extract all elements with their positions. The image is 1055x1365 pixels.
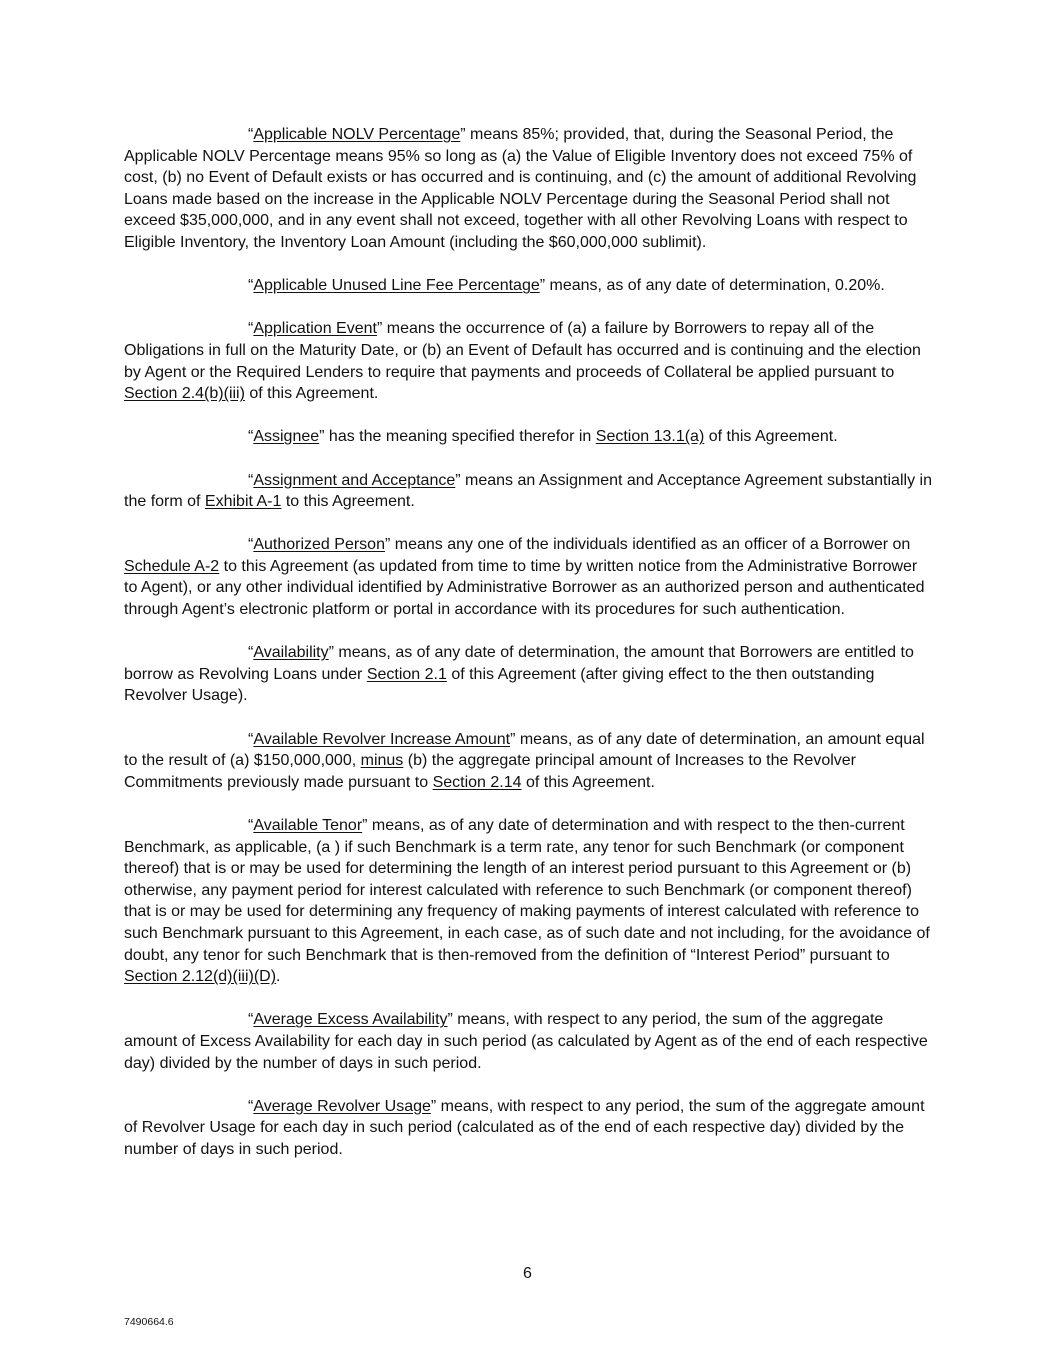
definition-text: “ xyxy=(248,730,254,748)
definition-text: ” means any one of the individuals identified as an officer of a Borrower on xyxy=(384,536,911,554)
emphasis-text: minus xyxy=(360,752,404,770)
definition-text: ” has the meaning specified therefor in xyxy=(319,428,596,446)
document-id: 7490664.6 xyxy=(124,1316,174,1328)
definition-average-revolver-usage xyxy=(124,1096,934,1161)
definition-available-revolver-increase-amount xyxy=(124,729,934,794)
definition-text: to this Agreement. xyxy=(281,493,415,511)
cross-reference-link[interactable]: Schedule A-2 xyxy=(124,557,220,575)
definition-text: ” means 85%; provided, that, during the Seasonal Period, the Applicable NOLV Percentage means 95% so long as (a) the Value of Eligible Inventory does not exceed 75% of cost, (b) no Event of Default exists or has occurred and is continuing, and (c) the amount of additional Revolving Loans made based on the increase in the Applicable NOLV Percentage during the Seasonal Period shall not exceed $35,000,000, and in any event shall not exceed, together with all other Revolving Loans with respect to Eligible Inventory, the Inventory Loan Amount (including the $60,000,000 sublimit). xyxy=(124,126,917,251)
definition-text: . xyxy=(276,968,281,986)
definition-text: ” means, as of any date of determination, an amount equal to the result of (a) $150,000,000, xyxy=(124,730,925,770)
definition-availability xyxy=(124,642,934,707)
definition-text: ” means the occurrence of (a) a failure by Borrowers to repay all of the Obligations in full on the Maturity Date, or (b) an Event of Default has occurred and is continuing and the election by Agent or the Required Lenders to require that payments and proceeds of Collateral be applied pursuant to xyxy=(124,320,921,381)
definition-text: of this Agreement. xyxy=(704,428,838,446)
defined-term: Average Excess Availability xyxy=(253,1011,448,1029)
definition-text: to this Agreement (as updated from time to time by written notice from the Administrative Borrower to Agent), or any other individual identified by Administrative Borrower as an authorized person and authenticated through Agent’s electronic platform or portal in accordance with its procedures for such authentication. xyxy=(124,557,925,619)
page-number: 6 xyxy=(523,1265,532,1282)
definition-text: ” means, with respect to any period, the sum of the aggregate amount of Excess Availability for each day in such period (as calculated by Agent as of the end of each respective day) divided by the number of days in such period. xyxy=(124,1011,928,1072)
cross-reference-link[interactable]: Section 2.14 xyxy=(432,773,522,791)
definition-text: “ xyxy=(248,320,254,338)
defined-term: Applicable NOLV Percentage xyxy=(253,126,461,143)
definition-text: of this Agreement. xyxy=(244,385,379,403)
definition-text: “ xyxy=(248,428,254,446)
definition-average-excess-availability xyxy=(124,1009,934,1074)
definition-assignment-and-acceptance xyxy=(124,470,934,513)
definition-application-event xyxy=(124,318,934,404)
definition-text: “ xyxy=(248,471,254,489)
definition-text: “ xyxy=(248,817,254,834)
defined-term: Applicable Unused Line Fee Percentage xyxy=(253,277,540,295)
definition-authorized-person xyxy=(124,534,934,620)
definition-text: “ xyxy=(248,644,254,662)
definition-text: ” means an Assignment and Acceptance Agreement substantially in the form of xyxy=(124,471,932,511)
definition-text: “ xyxy=(248,536,254,554)
definition-text: (b) the aggregate principal amount of Increases to the Revolver Commitments previously made pursuant to xyxy=(124,752,856,791)
defined-term: Average Revolver Usage xyxy=(253,1097,431,1115)
cross-reference-link[interactable]: Exhibit A-1 xyxy=(204,493,282,511)
defined-term: Availability xyxy=(253,644,329,662)
definition-text: of this Agreement. xyxy=(521,773,655,791)
defined-term: Available Tenor xyxy=(253,817,363,834)
definition-applicable-nolv-percentage xyxy=(124,124,934,254)
definition-text: ” means, as of any date of determination, 0.20%. xyxy=(539,277,885,295)
document-body xyxy=(124,124,934,1182)
definition-text: of this Agreement (after giving effect to the then outstanding Revolver Usage). xyxy=(124,665,875,705)
defined-term: Assignment and Acceptance xyxy=(253,471,456,489)
definition-text: “ xyxy=(248,1097,254,1115)
defined-term: Available Revolver Increase Amount xyxy=(253,730,511,748)
defined-term: Assignee xyxy=(253,428,320,446)
definition-available-tenor xyxy=(124,815,934,988)
definition-text: ” means, with respect to any period, the sum of the aggregate amount of Revolver Usage for each day in such period (calculated as of the end of each respective day) divided by the number of days in such period. xyxy=(124,1097,925,1158)
cross-reference-link[interactable]: Section 2.4(b)(iii) xyxy=(124,385,245,403)
definition-text: “ xyxy=(248,126,254,143)
definition-applicable-unused-line-fee-percentage xyxy=(124,275,934,297)
definition-text: “ xyxy=(248,1011,254,1029)
defined-term: Application Event xyxy=(253,320,377,338)
cross-reference-link[interactable]: Section 2.1 xyxy=(366,665,447,683)
cross-reference-link[interactable]: Section 13.1(a) xyxy=(595,428,705,446)
definition-assignee xyxy=(124,426,934,448)
definition-text: “ xyxy=(248,277,254,295)
definition-text: ” means, as of any date of determination and with respect to the then-current Benchmark, as applicable, (a ) if such Benchmark is a term rate, any tenor for such Benchmark (or component thereof) that is or may be used for determining the length of an interest period pursuant to this Agreement or (b) otherwise, any payment period for interest calculated with reference to such Benchmark (or component thereof) that is or may be used for determining any frequency of making payments of interest calculated with reference to such Benchmark pursuant to this Agreement, in each case, as of such date and not including, for the avoidance of doubt, any tenor for such Benchmark that is then-removed from the definition of “Interest Period” pursuant to xyxy=(124,817,930,964)
definition-text: ” means, as of any date of determination, the amount that Borrowers are entitled to borrow as Revolving Loans under xyxy=(124,644,914,683)
defined-term: Authorized Person xyxy=(253,536,385,554)
cross-reference-link[interactable]: Section 2.12(d)(iii)(D) xyxy=(124,968,277,986)
